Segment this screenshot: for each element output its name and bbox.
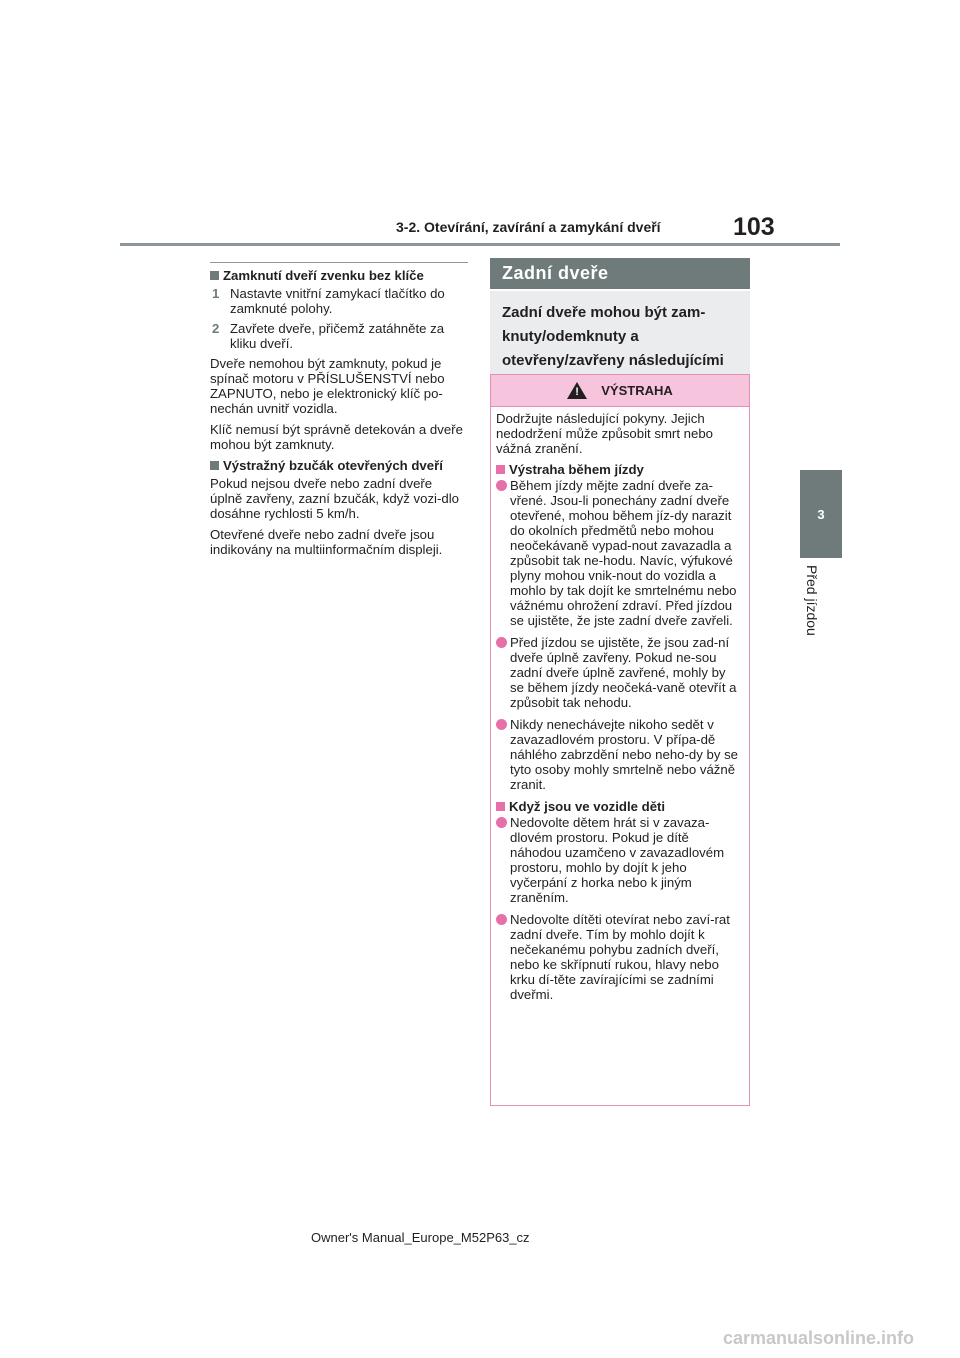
subsection-heading: Zamknutí dveří zvenku bez klíče: [210, 268, 468, 283]
chapter-label: Před jízdou: [804, 565, 820, 636]
warning-item: Nedovolte dítěti otevírat nebo zaví-rat zadní dveře. Tím by mohlo dojít k nečekanému pohybu zadních dveří, nebo ke skřípnutí rukou, hlavy nebo krku dí-těte zavírajícími se zadními dveřmi.: [496, 912, 743, 1002]
step-text: Zavřete dveře, přičemž zatáhněte za kliku dveří.: [230, 321, 445, 351]
bullet-dot-icon: [496, 817, 507, 828]
page-number: 103: [733, 213, 775, 241]
warning-item: Během jízdy mějte zadní dveře za-vřené. Jsou-li ponechány zadní dveře otevřené, mohou během jíz-dy narazit do okolních předmětů nebo mohou neočekávaně vypad-nout zavazadla a způsobit tak ne-hodu. Navíc, výfukové plyny mohou vnik-nout do vozidla a mohlo by tak dojít ke smrtelnému nebo vážnému ohrožení zdraví. Před jízdou se ujistěte, že jste zadní dveře zavřeli.: [496, 478, 743, 628]
square-bullet-icon: [496, 802, 505, 811]
chapter-tab: [800, 470, 842, 558]
paragraph: Klíč nemusí být správně detekován a dveře mohou být zamknuty.: [210, 422, 463, 452]
left-column: [210, 262, 468, 563]
subsection-heading: Výstražný bzučák otevřených dveří: [210, 458, 468, 473]
warning-body: [491, 407, 749, 1002]
watermark: carmanualsonline.info: [723, 1328, 915, 1348]
warning-item: Nikdy nenechávejte nikoho sedět v zavazadlovém prostoru. V přípa-dě náhlého zabrzdění nebo neho-dy by se tyto osoby mohly smrtelně nebo vážně zranit.: [496, 717, 743, 792]
header-divider: [120, 243, 840, 246]
footer-text: Owner's Manual_Europe_M52P63_cz: [311, 1230, 530, 1245]
warning-intro: Dodržujte následující pokyny. Jejich nedodržení může způsobit smrt nebo vážná zranění.: [496, 411, 713, 456]
warning-item: Nedovolte dětem hrát si v zavaza-dlovém prostoru. Pokud je dítě náhodou uzamčeno v zavazadlovém prostoru, mohlo by dojít k jeho vyčerpání z horka nebo k jiným zraněním.: [496, 815, 743, 905]
warning-item: Před jízdou se ujistěte, že jsou zad-ní dveře úplně zavřeny. Pokud ne-sou zadní dveře úplně zavřené, mohly by se během jízdy neočeká-vaně otevřít a způsobit tak nehodu.: [496, 635, 743, 710]
warning-triangle-icon: [567, 382, 587, 399]
square-bullet-icon: [210, 461, 219, 470]
bullet-dot-icon: [496, 637, 507, 648]
paragraph: Dveře nemohou být zamknuty, pokud je spínač motoru v PŘÍSLUŠENSTVÍ nebo ZAPNUTO, nebo je elektronický klíč po-nechán uvnitř vozidla.: [210, 356, 445, 416]
step-item: [210, 321, 468, 351]
bullet-dot-icon: [496, 480, 507, 491]
warning-header: [491, 375, 749, 407]
bullet-dot-icon: [496, 914, 507, 925]
step-item: [210, 286, 468, 316]
square-bullet-icon: [210, 271, 219, 280]
paragraph: Pokud nejsou dveře nebo zadní dveře úplně zavřeny, zazní bzučák, když vozi-dlo dosáhne rychlosti 5 km/h.: [210, 476, 459, 521]
warning-box: [490, 374, 750, 1106]
step-number: 2: [212, 321, 220, 336]
step-text: Nastavte vnitřní zamykací tlačítko do zamknuté polohy.: [230, 286, 445, 316]
section-intro: Zadní dveře mohou být zam-knuty/odemknuty a otevřeny/zavřeny následujícími: [490, 291, 750, 407]
section-header: 3-2. Otevírání, zavírání a zamykání dveří: [396, 219, 661, 235]
warning-subheading: Výstraha během jízdy: [496, 462, 743, 477]
section-heading: Zadní dveře: [490, 258, 750, 289]
step-number: 1: [212, 286, 220, 301]
warning-title: VÝSTRAHA: [601, 383, 673, 398]
paragraph: Otevřené dveře nebo zadní dveře jsou indikovány na multiinformačním displeji.: [210, 527, 443, 557]
square-bullet-icon: [496, 465, 505, 474]
warning-subheading: Když jsou ve vozidle děti: [496, 799, 743, 814]
bullet-dot-icon: [496, 719, 507, 730]
chapter-number: 3: [817, 506, 825, 522]
subsection-divider: [210, 262, 468, 263]
